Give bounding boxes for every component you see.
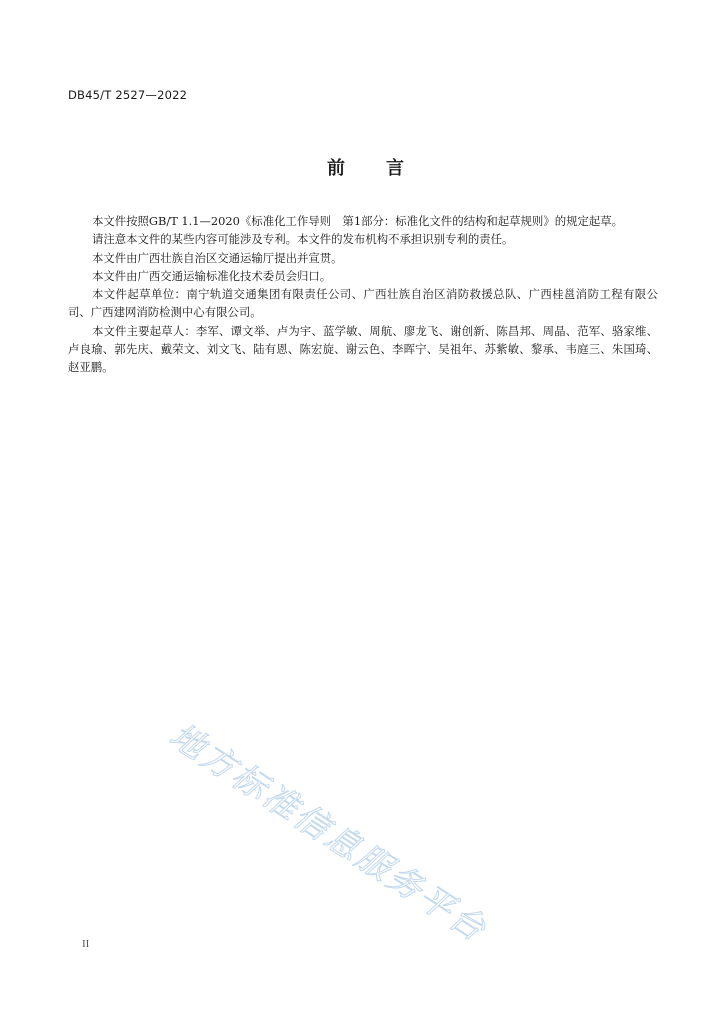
- page-number: II: [82, 938, 90, 950]
- paragraph-patent-notice: 请注意本文件的某些内容可能涉及专利。本文件的发布机构不承担识别专利的责任。: [91, 232, 514, 247]
- watermark: 地方标准信息服务平台: [162, 715, 495, 951]
- page-title: [0, 154, 724, 180]
- page-title-char-1: 前: [327, 158, 345, 179]
- paragraph-proposer: 本文件由广西壮族自治区交通运输厅提出并宣贯。: [91, 250, 343, 265]
- paragraph-centralized-by: 本文件由广西交通运输标准化技术委员会归口。: [91, 268, 332, 283]
- page-title-char-2: 言: [386, 158, 404, 179]
- paragraph-main-drafters: 本文件主要起草人：李军、谭文举、卢为宇、蓝学敏、周航、廖龙飞、谢创新、陈昌邦、周晶、范军、骆家维、卢良瑜、郭先庆、戴荣文、刘文飞、陆有恩、陈宏旋、谢云色、李晖宁、吴祖年、苏紫敏、黎承、韦庭三、朱国琦、赵亚鹏。: [68, 323, 658, 375]
- standard-code: DB45/T 2527—2022: [68, 88, 188, 102]
- document-body: [68, 212, 658, 377]
- paragraph-drafting-rules: 本文件按照GB/T 1.1—2020《标准化工作导则 第1部分：标准化文件的结构和起草规则》的规定起草。: [91, 214, 624, 228]
- paragraph-drafting-units: 本文件起草单位：南宁轨道交通集团有限责任公司、广西壮族自治区消防救援总队、广西桂邕消防工程有限公司、广西建网消防检测中心有限公司。: [68, 287, 658, 320]
